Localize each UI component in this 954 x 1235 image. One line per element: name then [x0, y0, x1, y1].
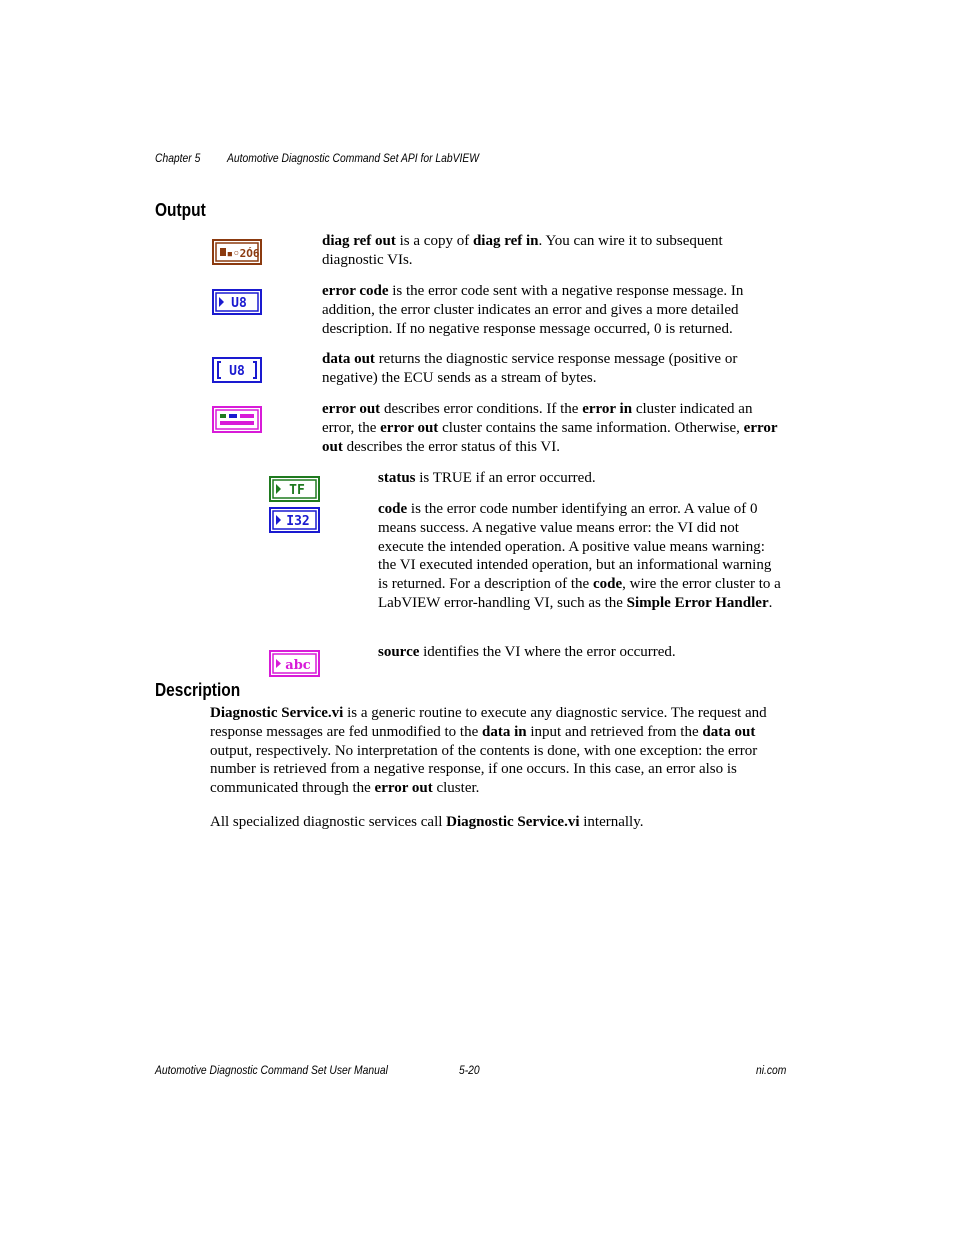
i32-icon [269, 507, 320, 533]
running-header-title: Automotive Diagnostic Command Set API for LabVIEW [227, 151, 479, 165]
bold-term: Diagnostic Service.vi [210, 705, 344, 721]
output-heading: Output [155, 200, 206, 220]
text-run: identifies the VI where the error occurred. [419, 644, 676, 660]
subitem-code [378, 500, 784, 613]
u8-icon-label: U8 [231, 296, 247, 311]
text-run: output, respectively. No interpretation of the contents is done, with one exception: the error number is retrieved from a negative response, if one occurs. In this case, an error also is communicated through the [210, 742, 758, 797]
bold-term: error code [322, 283, 389, 299]
footer-page-number: 5-20 [459, 1063, 480, 1077]
text-run: cluster indicated an error, the [322, 401, 753, 436]
text-run: returns the diagnostic service response message (positive or negative) the ECU sends as a stream of bytes. [322, 351, 738, 386]
footer-manual-title: Automotive Diagnostic Command Set User Manual [155, 1063, 388, 1077]
output-item-data-out [322, 350, 784, 388]
description-paragraph-1 [210, 704, 786, 798]
subitem-status [378, 469, 784, 488]
u8-array-icon [212, 357, 262, 383]
bold-term: data in [482, 723, 527, 740]
bold-term: Simple Error Handler [626, 594, 769, 611]
text-run: . [768, 594, 773, 611]
text-run: is the error code number identifying an error. A value of 0 means success. A negative value means error: the VI did not execute the intended operation. A positive value means warning: the VI executed intended operation, but an informational warning is returned. For a description of the [378, 501, 772, 593]
text-run: is a copy of [395, 233, 473, 249]
text-run: describes the error status of this VI. [342, 438, 561, 455]
bold-term: Diagnostic Service.vi [446, 814, 580, 830]
text-run: All specialized diagnostic services call [210, 814, 447, 830]
bold-term: status [378, 470, 416, 486]
bold-term: error out [322, 419, 778, 455]
description-heading: Description [155, 680, 241, 700]
text-run: . You can wire it to subsequent diagnostic VIs. [322, 233, 723, 268]
text-run: is a generic routine to execute any diagnostic service. The request and response messages are fed unmodified to the [210, 705, 767, 740]
bold-term: error out [322, 401, 381, 417]
running-header-chapter: Chapter 5 [155, 151, 201, 165]
text-run: internally. [579, 814, 644, 830]
u8-icon [212, 289, 262, 315]
text-run: is TRUE if an error occurred. [415, 470, 596, 486]
bold-term: diag ref out [322, 233, 396, 249]
tf-icon-label: TF [289, 483, 305, 498]
bold-term: code [378, 501, 408, 517]
bold-term: data out [322, 351, 375, 367]
cluster-ref-icon-label: ▪◦2Ó6 [226, 247, 260, 260]
output-item-error-out [322, 400, 784, 456]
output-item-error-code [322, 282, 784, 338]
bold-term: error in [582, 401, 633, 417]
u8-array-icon-label: U8 [229, 364, 245, 379]
bold-term: code [592, 576, 623, 593]
bold-term: diag ref in [472, 233, 539, 249]
bold-term: error out [380, 419, 439, 436]
bold-term: source [378, 644, 420, 660]
string-icon-label: abc [285, 658, 311, 673]
text-run: , wire the error cluster to a LabVIEW error-handling VI, such as the [378, 576, 781, 611]
text-run: describes error conditions. If the [380, 401, 583, 417]
text-run: cluster contains the same information. Otherwise, [438, 419, 744, 436]
footer-site-link[interactable]: ni.com [755, 1063, 786, 1077]
string-icon [269, 650, 320, 677]
error-cluster-icon [212, 406, 262, 433]
bold-term: data out [702, 723, 756, 740]
tf-icon [269, 476, 320, 502]
subitem-source [378, 643, 784, 662]
bold-term: error out [374, 780, 433, 797]
text-run: is the error code sent with a negative response message. In addition, the error cluster indicates an error and gives a more detailed description. If no negative response message occurred, 0 is returned. [322, 283, 744, 337]
text-run: input and retrieved from the [526, 723, 703, 740]
text-run: cluster. [432, 780, 480, 797]
description-paragraph-2 [210, 813, 786, 832]
output-item-diag-ref-out [322, 232, 784, 270]
cluster-ref-icon [212, 239, 262, 265]
i32-icon-label: I32 [286, 514, 310, 529]
